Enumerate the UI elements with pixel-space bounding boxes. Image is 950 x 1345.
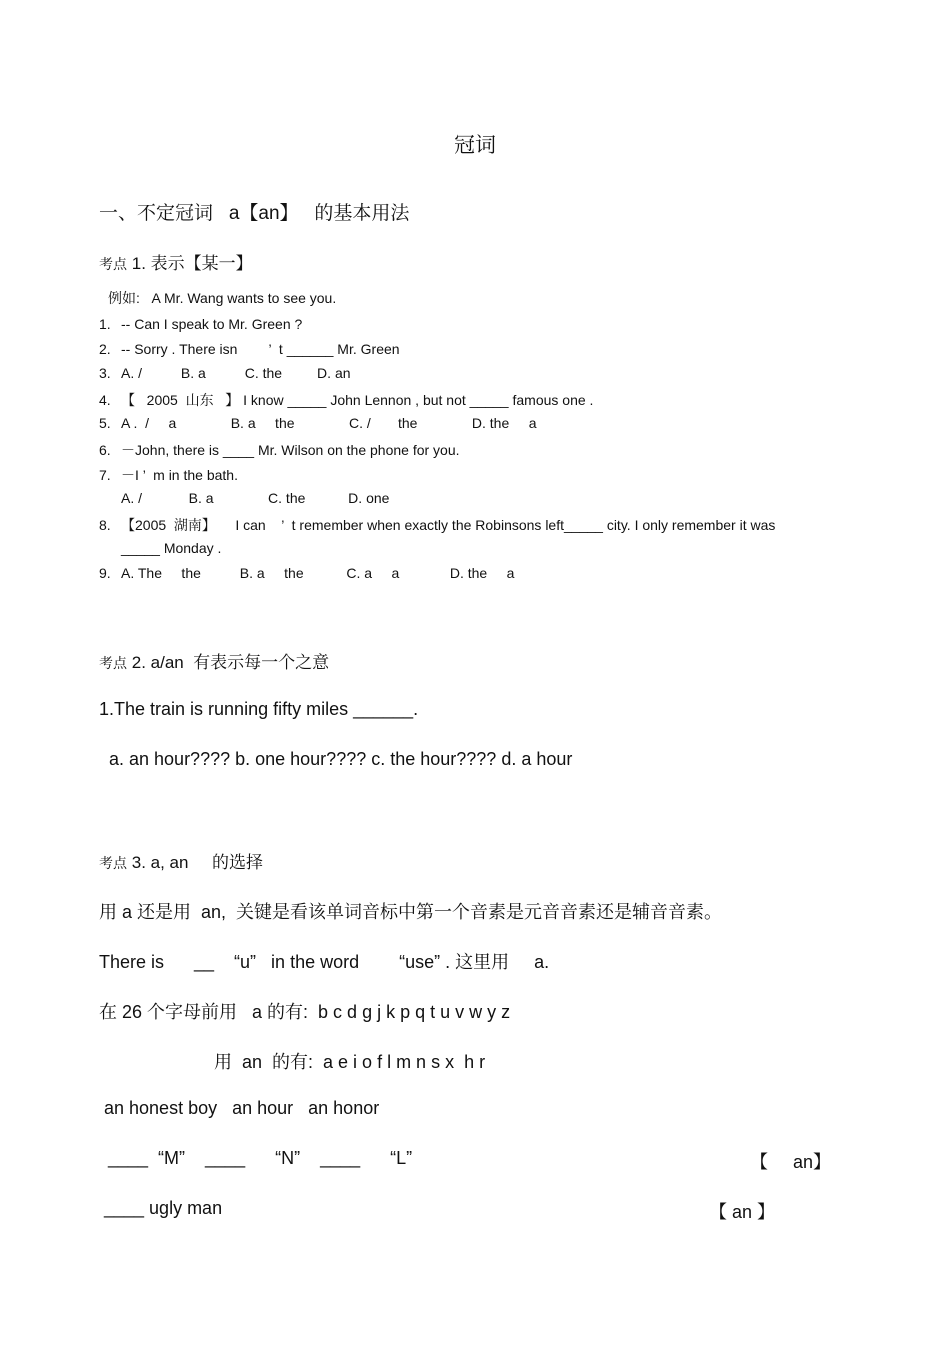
answer-an: 【 an】 [750, 1152, 832, 1172]
item-text: －I ’ m in the bath. [121, 467, 238, 483]
item-number: 2. [99, 341, 111, 357]
item-number: 3. [99, 365, 111, 381]
kaodian-label: 3. a, an 的选择 [131, 853, 264, 872]
item-number: 1. [99, 316, 111, 332]
ugly-man-line: ____ ugly man [104, 1198, 223, 1218]
kaodian-label: 1. 表示【某一】 [131, 254, 253, 273]
rule-line: 用 a 还是用 an, 关键是看该单词音标中第一个音素是元音音素还是辅音音素。 [99, 902, 723, 922]
item-text: －John, there is ____ Mr. Wilson on the phone for you. [121, 442, 460, 458]
kaodian-prefix: 考点 [99, 855, 127, 871]
letters-blank-line: ____ “M” ____ “N” ____ “L” [108, 1148, 413, 1168]
item-text: 【2005 湖南】 I can ’ t remember when exactly the Robinsons left_____ city. I only remember it was [121, 517, 776, 533]
kaodian-2-heading [99, 648, 329, 673]
item-number: 6. [99, 442, 111, 458]
item-number: 8. [99, 517, 111, 533]
list-item [99, 440, 460, 460]
example-line: 例如: A Mr. Wang wants to see you. [108, 290, 337, 306]
list-item [99, 316, 302, 332]
item-text: A. The the B. a the C. a a D. the a [121, 565, 515, 581]
kaodian-label: 2. a/an 有表示每一个之意 [131, 653, 330, 672]
letters-an-line: 用 an 的有: a e i o f l m n s x h r [214, 1052, 486, 1072]
kaodian-1-heading [99, 249, 253, 274]
kaodian-3-heading [99, 848, 263, 873]
list-item [99, 365, 351, 381]
question-line: 1.The train is running fifty miles ______. [99, 699, 419, 719]
list-item [99, 540, 221, 556]
list-item [99, 490, 389, 506]
item-text: -- Can I speak to Mr. Green ? [121, 316, 303, 332]
item-text: A. / B. a C. the D. an [121, 365, 351, 381]
section-heading-indefinite-article: 一、不定冠词 a【an】 的基本用法 [99, 203, 410, 224]
page-title: 冠词 [454, 134, 496, 157]
item-text: -- Sorry . There isn ’ t ______ Mr. Green [121, 341, 400, 357]
options-line: a. an hour???? b. one hour???? c. the hour???? d. a hour [109, 749, 573, 769]
kaodian-prefix: 考点 [99, 655, 127, 671]
item-number: 4. [99, 392, 111, 408]
list-item [99, 465, 238, 485]
item-text: 【 2005 山东 】 I know _____ John Lennon , but not _____ famous one . [121, 392, 594, 408]
kaodian-prefix: 考点 [99, 256, 127, 272]
answer-an: 【 an 】 [709, 1202, 776, 1222]
list-item [99, 341, 400, 357]
item-text: A . / a B. a the C. / the D. the a [121, 415, 537, 431]
item-text: _____ Monday . [121, 540, 222, 556]
item-number: 9. [99, 565, 111, 581]
example-use-line: There is __ “u” in the word “use” . 这里用 a. [99, 952, 550, 972]
letters-a-line: 在 26 个字母前用 a 的有: b c d g j k p q t u v w y z [99, 1002, 511, 1022]
item-text: A. / B. a C. the D. one [121, 490, 390, 506]
list-item [99, 515, 775, 535]
list-item [99, 565, 514, 581]
list-item [99, 415, 536, 431]
item-number: 7. [99, 467, 111, 483]
item-number: 5. [99, 415, 111, 431]
list-item [99, 390, 593, 410]
examples-an-line: an honest boy an hour an honor [104, 1098, 380, 1118]
